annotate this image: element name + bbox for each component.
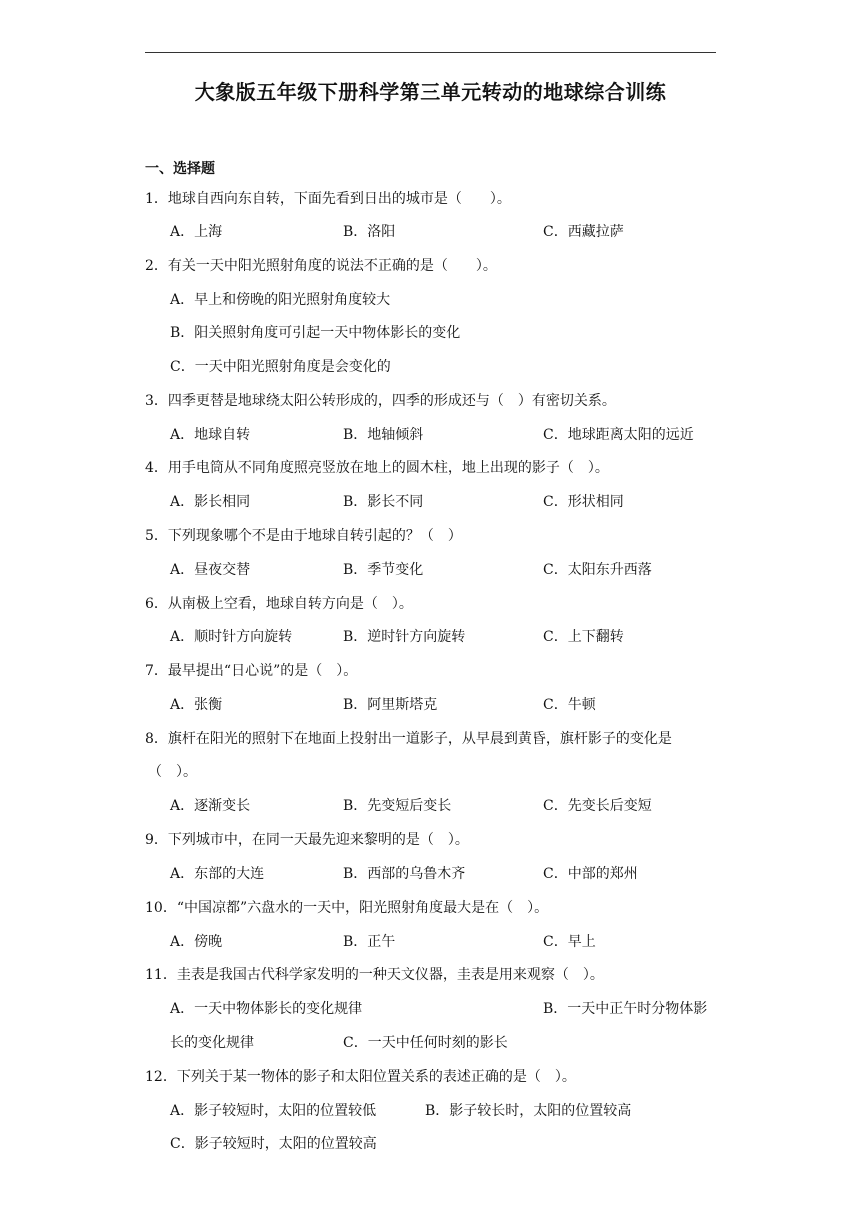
question-9: 9．下列城市中，在同一天最先迎来黎明的是（ ）。 <box>145 832 469 848</box>
q3-option-c[interactable]: C．地球距离太阳的远近 <box>543 427 694 443</box>
q8-option-c[interactable]: C．先变长后变短 <box>543 798 652 814</box>
section-heading: 一、选择题 <box>145 161 215 177</box>
question-7: 7．最早提出“日心说”的是（ ）。 <box>145 663 358 679</box>
question-11: 11．圭表是我国古代科学家发明的一种天文仪器，圭表是用来观察（ ）。 <box>145 967 604 983</box>
header-rule <box>145 52 716 53</box>
q10-option-a[interactable]: A．傍晚 <box>170 934 223 950</box>
q8-option-b[interactable]: B．先变短后变长 <box>343 798 452 814</box>
q1-option-a[interactable]: A．上海 <box>170 224 223 240</box>
q5-option-a[interactable]: A．昼夜交替 <box>170 562 251 578</box>
question-5: 5．下列现象哪个不是由于地球自转引起的？（ ） <box>145 528 462 544</box>
q10-option-b[interactable]: B．正午 <box>343 934 396 950</box>
q10-option-c[interactable]: C．早上 <box>543 934 596 950</box>
question-8-continued: （ ）。 <box>148 764 197 780</box>
q11-option-b[interactable]: B．一天中正午时分物体影 <box>543 1001 708 1017</box>
question-12: 12．下列关于某一物体的影子和太阳位置关系的表述正确的是（ ）。 <box>145 1069 576 1085</box>
question-4: 4．用手电筒从不同角度照亮竖放在地上的圆木柱，地上出现的影子（ ）。 <box>145 460 609 476</box>
q11-option-a[interactable]: A．一天中物体影长的变化规律 <box>170 1001 363 1017</box>
q2-option-b[interactable]: B．阳关照射角度可引起一天中物体影长的变化 <box>170 325 461 341</box>
q4-option-c[interactable]: C．形状相同 <box>543 494 624 510</box>
q7-option-a[interactable]: A．张衡 <box>170 697 223 713</box>
q11-option-b-continued: 长的变化规律 <box>170 1035 254 1051</box>
question-2: 2．有关一天中阳光照射角度的说法不正确的是（ ）。 <box>145 258 497 274</box>
q7-option-b[interactable]: B．阿里斯塔克 <box>343 697 438 713</box>
q9-option-a[interactable]: A．东部的大连 <box>170 866 265 882</box>
q11-option-c[interactable]: C．一天中任何时刻的影长 <box>343 1035 508 1051</box>
q1-option-b[interactable]: B．洛阳 <box>343 224 396 240</box>
q5-option-b[interactable]: B．季节变化 <box>343 562 424 578</box>
q4-option-b[interactable]: B．影长不同 <box>343 494 424 510</box>
page-title: 大象版五年级下册科学第三单元转动的地球综合训练 <box>194 80 667 104</box>
question-10: 10．“中国凉都”六盘水的一天中，阳光照射角度最大是在（ ）。 <box>145 900 549 916</box>
q12-option-b[interactable]: B．影子较长时，太阳的位置较高 <box>425 1103 632 1119</box>
q8-option-a[interactable]: A．逐渐变长 <box>170 798 251 814</box>
q6-option-b[interactable]: B．逆时针方向旋转 <box>343 629 466 645</box>
q3-option-a[interactable]: A．地球自转 <box>170 427 251 443</box>
q9-option-b[interactable]: B．西部的乌鲁木齐 <box>343 866 466 882</box>
question-8: 8．旗杆在阳光的照射下在地面上投射出一道影子，从早晨到黄昏，旗杆影子的变化是 <box>145 731 672 747</box>
q9-option-c[interactable]: C．中部的郑州 <box>543 866 638 882</box>
q12-option-a[interactable]: A．影子较短时，太阳的位置较低 <box>170 1103 377 1119</box>
q4-option-a[interactable]: A．影长相同 <box>170 494 251 510</box>
q6-option-c[interactable]: C．上下翻转 <box>543 629 624 645</box>
q2-option-c[interactable]: C．一天中阳光照射角度是会变化的 <box>170 359 391 375</box>
q5-option-c[interactable]: C．太阳东升西落 <box>543 562 652 578</box>
question-6: 6．从南极上空看，地球自转方向是（ ）。 <box>145 596 413 612</box>
q7-option-c[interactable]: C．牛顿 <box>543 697 596 713</box>
q3-option-b[interactable]: B．地轴倾斜 <box>343 427 424 443</box>
q1-option-c[interactable]: C．西藏拉萨 <box>543 224 624 240</box>
q12-option-c[interactable]: C．影子较短时，太阳的位置较高 <box>170 1136 377 1152</box>
q6-option-a[interactable]: A．顺时针方向旋转 <box>170 629 293 645</box>
question-1: 1．地球自西向东自转，下面先看到日出的城市是（ ）。 <box>145 191 511 207</box>
question-3: 3．四季更替是地球绕太阳公转形成的，四季的形成还与（ ）有密切关系。 <box>145 393 616 409</box>
q2-option-a[interactable]: A．早上和傍晚的阳光照射角度较大 <box>170 292 391 308</box>
